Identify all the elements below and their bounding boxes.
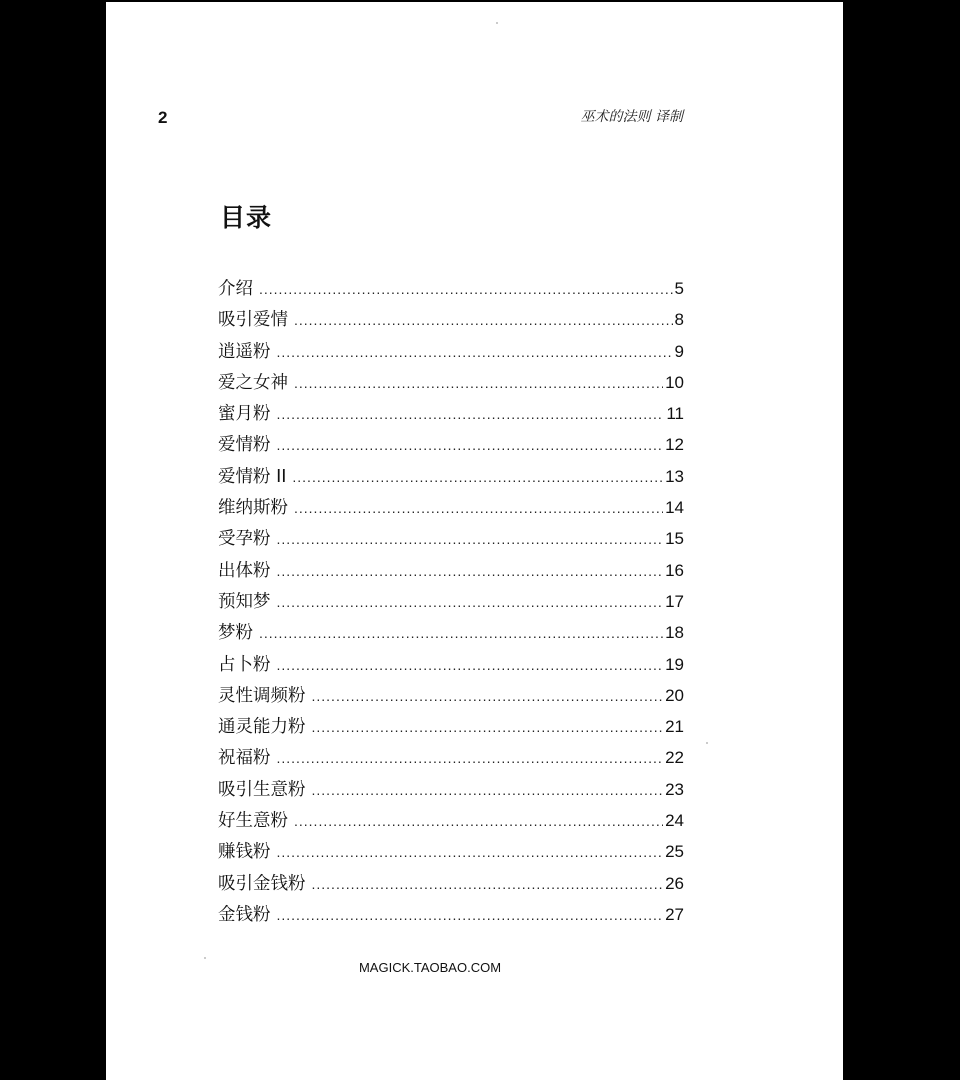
toc-entry[interactable]	[218, 617, 684, 648]
toc-entry-page: 19	[665, 654, 684, 674]
toc-entry-page: 21	[665, 717, 684, 737]
toc-entry[interactable]	[218, 649, 684, 680]
dot-leader	[277, 556, 664, 587]
dot-leader	[312, 869, 664, 900]
toc-entry[interactable]	[218, 492, 684, 523]
toc-entry-label: 爱之女神	[218, 372, 288, 393]
toc-entry[interactable]	[218, 586, 684, 617]
document-page	[106, 2, 843, 1080]
footer-url: MAGICK.TAOBAO.COM	[358, 960, 502, 975]
table-of-contents	[218, 273, 684, 930]
toc-entry[interactable]	[218, 367, 684, 398]
dot-leader	[277, 743, 664, 774]
toc-entry-label: 灵性调频粉	[218, 685, 306, 706]
toc-entry[interactable]	[218, 336, 684, 367]
toc-entry-page: 17	[665, 591, 684, 611]
toc-entry-label: 蜜月粉	[218, 404, 271, 425]
toc-entry-label: 梦粉	[218, 623, 253, 644]
toc-entry-label: 吸引金钱粉	[218, 873, 306, 894]
toc-entry[interactable]	[218, 711, 684, 742]
toc-entry-label: 爱情粉 II	[218, 466, 287, 487]
toc-title: 目录	[220, 203, 273, 232]
dot-leader	[277, 430, 664, 461]
toc-entry-label: 介绍	[218, 279, 253, 299]
toc-entry-page: 13	[665, 466, 684, 486]
toc-entry[interactable]	[218, 805, 684, 836]
page-number: 2	[158, 108, 168, 127]
toc-entry[interactable]	[218, 523, 684, 554]
toc-entry-page: 22	[665, 748, 684, 768]
toc-entry[interactable]	[218, 555, 684, 586]
dot-leader	[277, 650, 664, 681]
scan-speck	[204, 957, 206, 959]
toc-entry[interactable]	[218, 429, 684, 460]
toc-entry-page: 8	[674, 310, 684, 330]
toc-entry[interactable]	[218, 461, 684, 492]
toc-entry-page: 20	[665, 685, 684, 705]
toc-entry-page: 23	[665, 779, 684, 799]
dot-leader	[294, 493, 663, 524]
toc-entry-label: 赚钱粉	[218, 842, 271, 863]
dot-leader	[312, 712, 664, 743]
toc-entry-label: 逍遥粉	[218, 341, 271, 362]
toc-entry-page: 16	[665, 560, 684, 580]
toc-entry-label: 金钱粉	[218, 904, 271, 925]
toc-entry-page: 14	[665, 498, 684, 518]
toc-entry-page: 11	[666, 404, 684, 424]
toc-entry[interactable]	[218, 742, 684, 773]
dot-leader	[277, 337, 673, 368]
dot-leader	[277, 399, 665, 430]
dot-leader	[277, 900, 664, 931]
toc-entry-label: 好生意粉	[218, 811, 288, 832]
toc-entry-label: 受孕粉	[218, 529, 271, 550]
toc-entry-label: 吸引爱情	[218, 310, 288, 331]
toc-entry[interactable]	[218, 899, 684, 930]
scan-speck	[496, 22, 498, 24]
dot-leader	[312, 681, 664, 712]
toc-entry-page: 10	[665, 372, 684, 392]
toc-entry-label: 爱情粉	[218, 435, 271, 456]
toc-entry-page: 12	[665, 435, 684, 455]
toc-entry[interactable]	[218, 398, 684, 429]
toc-entry[interactable]	[218, 273, 684, 304]
dot-leader	[277, 837, 664, 868]
toc-entry-page: 24	[665, 811, 684, 831]
toc-entry-label: 维纳斯粉	[218, 498, 288, 519]
dot-leader	[294, 806, 663, 837]
toc-entry-page: 5	[674, 279, 684, 298]
dot-leader	[294, 368, 663, 399]
dot-leader	[294, 305, 673, 336]
toc-entry-label: 预知梦	[218, 591, 271, 612]
toc-entry[interactable]	[218, 774, 684, 805]
toc-entry-label: 出体粉	[218, 560, 271, 581]
toc-entry-page: 26	[665, 873, 684, 893]
dot-leader	[312, 775, 664, 806]
dot-leader	[277, 587, 664, 618]
toc-entry-page: 25	[665, 842, 684, 862]
toc-entry[interactable]	[218, 836, 684, 867]
toc-entry-label: 占卜粉	[218, 654, 271, 675]
toc-entry[interactable]	[218, 868, 684, 899]
toc-entry-page: 27	[665, 904, 684, 924]
dot-leader	[259, 618, 663, 649]
toc-entry-label: 吸引生意粉	[218, 779, 306, 800]
toc-entry-page: 15	[665, 529, 684, 549]
dot-leader	[259, 274, 673, 305]
toc-entry-page: 18	[665, 623, 684, 643]
toc-entry-page: 9	[674, 341, 684, 361]
dot-leader	[292, 462, 663, 493]
dot-leader	[277, 524, 664, 555]
toc-entry-label: 通灵能力粉	[218, 717, 306, 738]
toc-entry-label: 祝福粉	[218, 748, 271, 769]
toc-entry[interactable]	[218, 304, 684, 335]
running-header-title: 巫术的法则 译制	[580, 109, 683, 125]
toc-entry[interactable]	[218, 680, 684, 711]
scan-speck	[706, 742, 708, 744]
